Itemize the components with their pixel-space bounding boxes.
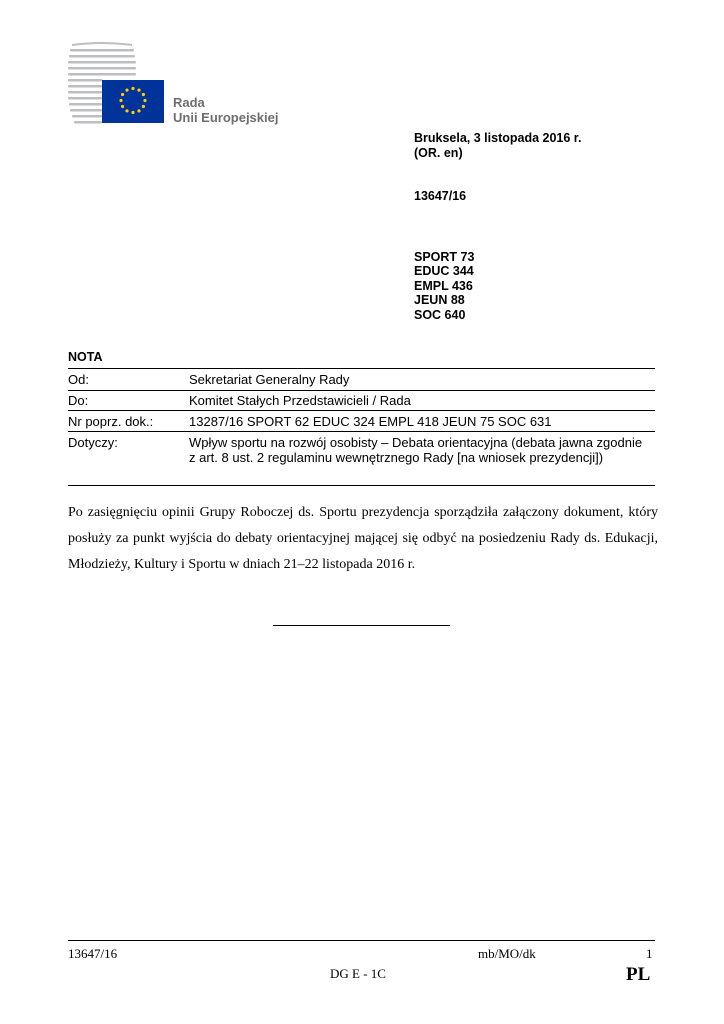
row-value: 13287/16 SPORT 62 EDUC 324 EMPL 418 JEUN 75 SOC 631: [189, 414, 552, 429]
row-value: Wpływ sportu na rozwój osobisty – Debata orientacyjna (debata jawna zgodnie z art. 8 ust. 2 regulaminu wewnętrznego Rady [na wniosek prezydencji]): [189, 435, 643, 465]
date-line: Bruksela, 3 listopada 2016 r.: [414, 131, 582, 145]
row-label: Do:: [68, 393, 89, 408]
footer-rule: [68, 940, 655, 941]
note-title: NOTA: [68, 350, 103, 364]
body-paragraph: Po zasięgnięciu opinii Grupy Roboczej ds. Sportu prezydencja sporządziła załączony dokument, który posłuży za punkt wyjścia do debaty orientacyjnej mającej się odbyć na posiedzeniu Rady ds. Edukacji, Młodzieży, Kultury i Sportu w dniach 21–22 listopada 2016 r.: [68, 505, 658, 572]
eu-flag-icon: [102, 80, 164, 123]
table-rule: [68, 390, 655, 391]
table-rule: [68, 485, 655, 486]
document-meta: [414, 131, 581, 322]
table-rule: [68, 431, 655, 432]
footer-doc-number: 13647/16: [68, 946, 118, 961]
council-name-line2: Unii Europejskiej: [173, 110, 279, 125]
subject-code: EDUC 344: [414, 264, 474, 278]
end-separator: [273, 625, 450, 626]
footer-initials: mb/MO/dk: [478, 946, 536, 961]
row-label: Dotyczy:: [68, 435, 118, 450]
original-language: (OR. en): [414, 145, 463, 160]
subject-code: EMPL 436: [414, 278, 473, 293]
table-rule: [68, 410, 655, 411]
subject-code: SOC 640: [414, 307, 466, 322]
footer-language: PL: [626, 964, 651, 985]
subject-code: JEUN 88: [414, 293, 465, 307]
subject-code: SPORT 73: [414, 249, 475, 264]
footer-dg: DG E - 1C: [330, 966, 386, 981]
table-rule: [68, 368, 655, 369]
row-label: Nr poprz. dok.:: [68, 414, 154, 429]
row-value: Komitet Stałych Przedstawicieli / Rada: [189, 393, 411, 408]
row-label: Od:: [68, 372, 89, 387]
document-number: 13647/16: [414, 189, 467, 203]
row-value: Sekretariat Generalny Rady: [189, 372, 350, 387]
council-name-line1: Rada: [173, 95, 205, 110]
footer-page-number: 1: [646, 946, 653, 961]
council-name: [173, 95, 278, 125]
